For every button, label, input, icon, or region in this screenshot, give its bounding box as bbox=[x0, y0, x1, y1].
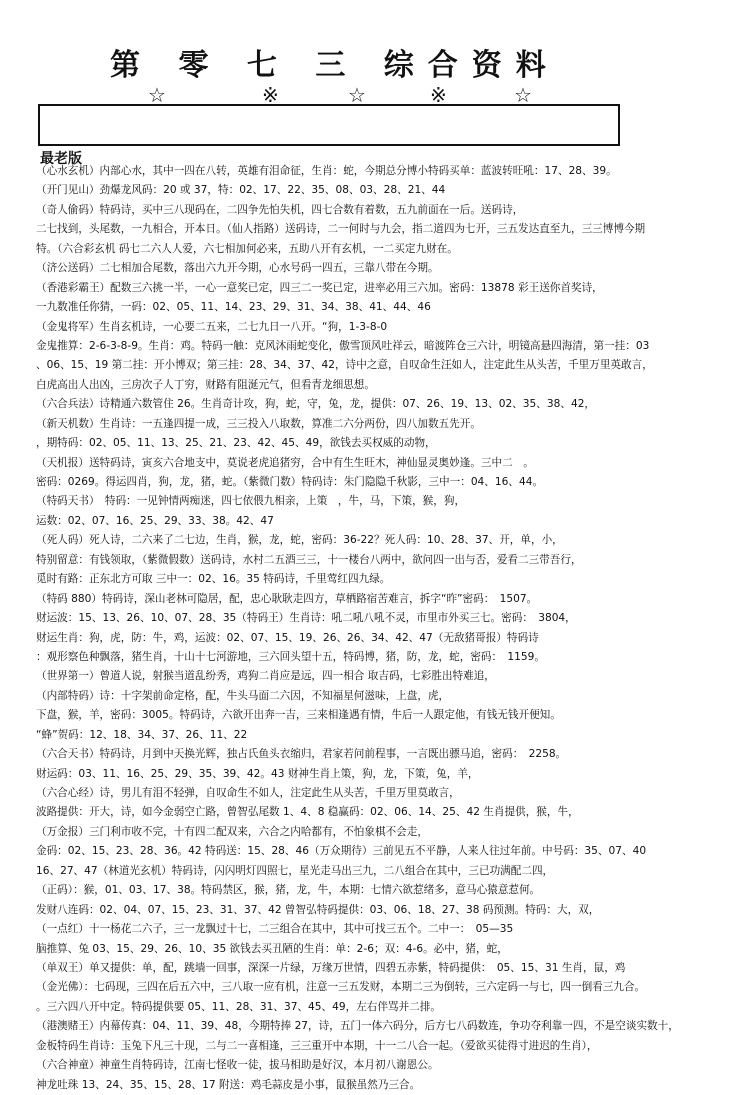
text-line: （天机报）送特码诗，寅亥六合地支中，莫说老虎追猪穷，合中有生生旺木，神仙显灵奥妙逢。三中二 。 bbox=[36, 456, 534, 469]
star-icon: ☆ bbox=[514, 83, 532, 107]
text-line: （金鬼将军）生肖玄机诗，一心要二五来，二七九日一八开。“狗，1-3-8-0 bbox=[36, 320, 388, 333]
text-line: 特别留意：有钱领取，（紫微假数）送码诗，水村二五酒三三，十一楼台八两中，欲问四一出与否，爱看二三带吾行， bbox=[36, 553, 582, 566]
text-body bbox=[36, 162, 726, 1091]
text-line: 下盘，猴，羊，密码：3005。特码诗，六欲开出奔一吉，三来相逢遇有情，牛后一人跟定他，有钱无钱开便知。 bbox=[36, 709, 561, 722]
text-line: 特。（六合彩玄机 码七二六人人爱，六七相加何必来，五助八开有玄机，一二买定九财在。 bbox=[36, 242, 458, 255]
text-line: （开门见山）劲爆龙风码：20 或 37，特：02、17、22、35、08、03、28、21、44 bbox=[36, 184, 446, 197]
text-line: 密码：0269。得运四肖，狗，龙，猪，蛇。（紫微门数）特码诗：朱门隐隐千秋影，三中一：04、16、44。 bbox=[36, 476, 544, 488]
text-line: 白虎高出人出凶，三房次子人丁穷，财路有阻涎元气，但看青龙细思想。 bbox=[36, 378, 375, 391]
text-line: （世界第一）曾道人说，射猴当道乱纷秀，鸡狗二肖应是远，四一相合 取吉码，七彩胜出特难追， bbox=[36, 670, 495, 683]
text-line: （万金报）三门利市收不完，十有四二配双来，六合之内哈都有，不怕象棋不会走， bbox=[36, 825, 428, 838]
text-line: （港澳赌王）内幕传真：04、11、39、48，今期特捧 27，诗，五门一体六码分，后方七八码数连，争功夺利靠一四，不是空谈实数十， bbox=[36, 1020, 679, 1033]
text-line: 波路提供：开大，诗，如今金弱空亡路，曾智弘尾数 1、4、8 稳赢码：02、06、14、25、42 生肖提供，猴，牛， bbox=[36, 806, 579, 819]
text-line: 一九数准任你猜，一码：02、05、11、14、23、29、31、34、38、41、44、46 bbox=[36, 301, 431, 314]
text-line: 财运码：03、11、16、25、29、35、39、42。43 财神生肖上策，狗，龙，下策，兔，羊， bbox=[36, 767, 479, 780]
text-line: （金光佛）：七码现，三四在后五六中，三八取一应有机，注意一三五发财，本期二三为倒转，三六定码一与七，四一倒看三九合。 bbox=[36, 981, 646, 994]
text-line: （六合神童）神童生肖特码诗，江南七怪收一徒，拔马相助是好汉，本月初八谢恩公。 bbox=[36, 1059, 439, 1072]
text-line: （六合兵法）诗精通六数管住 26。生肖奇计攻，狗，蛇，守，兔，龙，提供：07、26、19、13、02、35、38、42， bbox=[36, 398, 596, 411]
text-line: 金码：02、15、23、28、36。42 特码送：15、28、46（万众期待）三前见五不平静，人来人往过年前。中号码：35、07、40 bbox=[36, 845, 647, 858]
text-line: （特码天书） 特码：一见钟情两痴迷，四七依偎九相亲，上策 ，牛，马，下策，猴，狗， bbox=[36, 495, 466, 508]
text-line: 觅时有路：正东北方可取 三中一：02、16。35 特码诗，千里莺红四九绿。 bbox=[36, 573, 391, 586]
text-line: ：观形察色种飘落，猪生肖，十山十七河游地，三六回头望十五，特码博，猪，防，龙，蛇，密码： 1159。 bbox=[36, 650, 545, 663]
text-line: 财运波：15、13、26、10、07、28、35（特码王）生肖诗：吼二吼八吼不灵，市里市外买三七。密码： 3804， bbox=[36, 612, 576, 625]
text-line: （死人码）死人诗，二六来了二七边，生肖，猴，龙，蛇，密码：36-22？死人码：10、28、37、开，单，小， bbox=[36, 534, 563, 547]
text-line: 二七找到，头尾数，一九相合，开本日。（仙人指路）送码诗，二一何时与九会，指二道四为七开，三五发达直至九，三三博博今期 bbox=[36, 223, 646, 236]
text-line: （济公送码）二七相加合尾数，落出六九开今期，心水号码一四五，三靠八带在今期。 bbox=[36, 262, 439, 275]
text-line: 运数：02、07、16、25、29、33、38。42、47 bbox=[36, 514, 274, 527]
star-icon: ☆ bbox=[148, 83, 166, 107]
blank-banner-box bbox=[38, 104, 620, 146]
reference-mark-icon: ※ bbox=[430, 83, 447, 107]
text-line: （六合天书）特码诗，月到中天换光辉，独占氏鱼头衣缩归，君家若问前程事，一言既出骠马追，密码： 2258。 bbox=[36, 748, 567, 761]
text-line: 16、27、47（林道光玄机）特码诗，闪闪明灯四照七，星光走马出三九，二八组合在其中，三已功满配二四， bbox=[36, 864, 554, 877]
text-line: 脑推算、兔 03、15、29、26、10、35 欲钱去买丑陋的生肖：单：2-6；双：4-6。必中，猪，蛇， bbox=[36, 942, 508, 955]
text-line: （奇人偷码）特码诗，买中三八现码在，二四争先怕失机，四七合数有着数，五九前面在一后。送码诗， bbox=[36, 203, 524, 216]
star-icon: ☆ bbox=[348, 83, 366, 107]
text-line: （新天机数）生肖诗：一五逢四提一成，三三投入八取数，算准二六分两份，四八加数五先开。 bbox=[36, 417, 481, 430]
text-line: 财运生肖：狗，虎，防：牛，鸡，运波：02、07、15、19、26、26、34、42、47（无敌猪哥报）特码诗 bbox=[36, 631, 539, 644]
text-line: （心水玄机）内部心水，其中一四在八转，英雄有泪命征，生肖：蛇，今期总分博小特码买单：蓝波转旺吼：17、28、39。 bbox=[36, 165, 617, 177]
text-line: 发财八连码：02、04、07、15、23、31、37、42 曾智弘特码提供：03、06、18、27、38 码预测。特码：大，双， bbox=[36, 903, 600, 916]
page-title: 第 零 七 三 综合资料 bbox=[110, 48, 560, 83]
text-line: ，期特码：02、05、11、13、25、21、23、42、45、49，欲钱去买权威的动物， bbox=[36, 437, 436, 450]
text-line: 金鬼推算：2-6-3-8-9。生肖：鸡。特码一触：克风沐雨蛇变化，傲雪顶风吐祥云，暗渡阵仓三六计，明镜高悬四海清，第一挂：03 bbox=[36, 339, 650, 352]
title-decoration-row bbox=[0, 84, 729, 106]
text-line: （六合心经）诗，男儿有泪不轻弹，自叹命生不如人，注定此生从头苦，千里万里莫敢言， bbox=[36, 787, 460, 799]
text-line: 金板特码生肖诗：玉兔下凡三十现，二与二一喜相逢，三三重开中本期，十一二八合一起。（爱欲买徒得寸进迟的生肖）， bbox=[36, 1039, 598, 1052]
text-line: “蜂”贺码：12、18、34、37、26、11、22 bbox=[36, 728, 248, 741]
edition-label: 最老版 bbox=[40, 151, 82, 167]
text-line: 、06、15、19 第二挂：开小博双；第三挂：28、34、37、42，诗中之意，自叹命生汪如人，注定此生从头苦，千里万里英敢言， bbox=[36, 359, 653, 372]
reference-mark-icon: ※ bbox=[262, 83, 279, 107]
text-line: （香港彩霸王）配数三六挑一半，一心一意奖已定，四三二一奖已定，进率必用三六加。密码：13878 彩王送你首奖诗， bbox=[36, 281, 603, 294]
text-line: （特码 880）特码诗，深山老林可隐居，配，忠心耿耿走四方，草栖路宿苦难言，拆字“昨”密码： 1507。 bbox=[36, 592, 538, 605]
text-line: （正码）：猴，01、03、17、38。特码禁区，猴，猪，龙，牛，本期：七情六欲惹绪多，意马心猿意惹何。 bbox=[36, 884, 541, 897]
text-line: 。三六四八开中定。特码提供要 05、11、28、31、37、45、49，左右伴骂并二排。 bbox=[36, 1000, 441, 1013]
text-line: 神龙吐珠 13、24、35、15、28、17 附送：鸡毛蒜皮是小事，鼠猴虽然乃三合。 bbox=[36, 1078, 421, 1091]
text-line: （一点红）十一杨花二六子，三一龙飘过十七，二三组合在其中，其中可找三五个。二中一： 05—35 bbox=[36, 923, 514, 936]
text-line: （单双王）单又提供：单，配，跳墙一回事，深深一片绿，万缘万世情，四碧五赤紫，特码提供： 05、15、31 生肖，鼠，鸡 bbox=[36, 961, 626, 974]
text-line: （内部特码）诗：十字架前命定格，配，牛头马面二六因，不知福星何滋味，上盘，虎， bbox=[36, 689, 450, 702]
